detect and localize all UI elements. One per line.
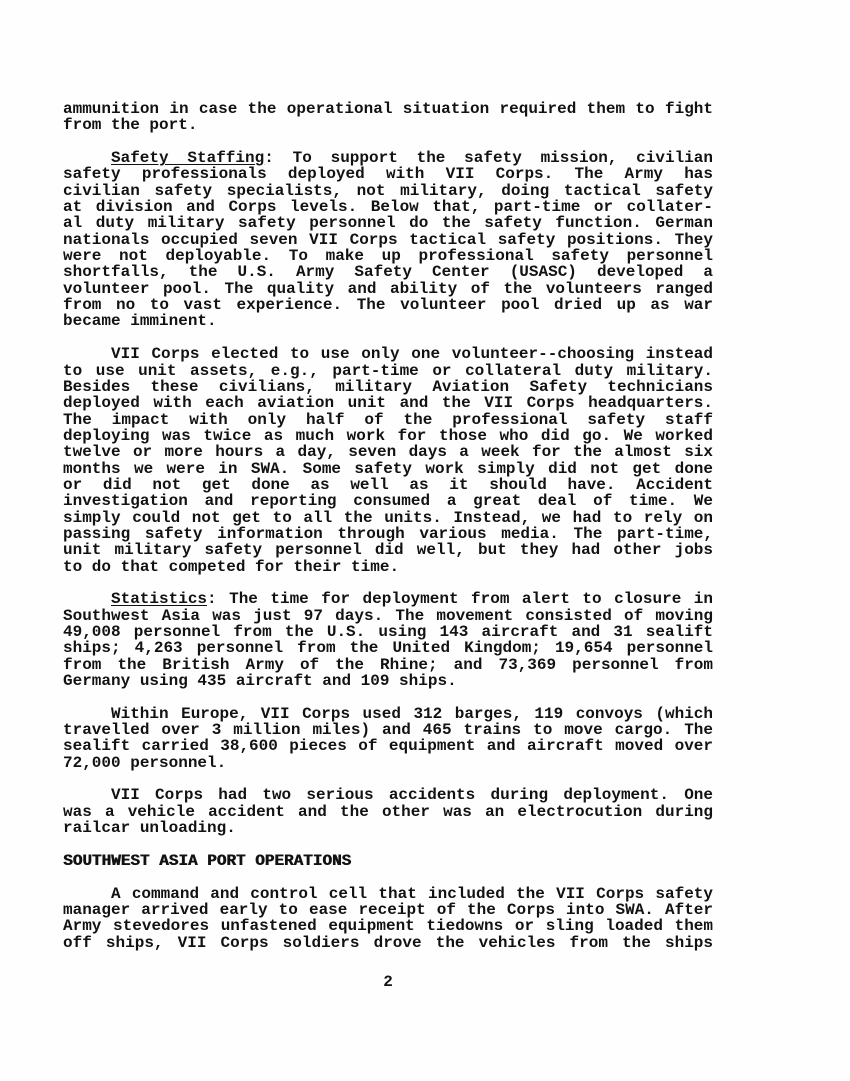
text-line: 72,000 personnel. [63, 753, 227, 772]
text-line: simply could not get to all the units. Instead, we had to rely on [63, 508, 713, 527]
inline-heading-safety-staffing: Safety Staffing [111, 149, 265, 168]
paragraph-statistics [63, 591, 713, 689]
text-line: passing safety information through various media. The part-time, [63, 524, 713, 543]
text-run: A command and control cell that included the VII Corps safety [111, 884, 713, 903]
text-line: from the port. [63, 116, 198, 135]
text-line: Southwest Asia was just 97 days. The movement consisted of moving [63, 606, 713, 625]
text-line: ammunition in case the operational situation required them to fight [63, 100, 713, 118]
text-line: safety professionals deployed with VII Corps. The Army has [63, 165, 713, 184]
text-run: : The time for deployment from alert to closure in [207, 590, 713, 609]
paragraph-accidents [63, 787, 713, 836]
inline-heading-statistics: Statistics [111, 590, 208, 609]
paragraph-europe-transport [63, 706, 713, 771]
text-run: Within Europe, VII Corps used 312 barges, 119 convoys (which [111, 704, 713, 723]
text-line: to do that competed for their time. [63, 557, 400, 576]
text-line: ships; 4,263 personnel from the United Kingdom; 19,654 personnel [63, 639, 713, 658]
text-line: investigation and reporting consumed a great deal of time. We [63, 492, 713, 511]
text-line [63, 787, 713, 803]
text-line: was a vehicle accident and the other was an electrocution during [63, 802, 713, 821]
text-line: from no to vast experience. The volunteer pool dried up as war [63, 296, 713, 315]
text-line: months we were in SWA. Some safety work simply did not get done [63, 459, 713, 478]
text-line: 49,008 personnel from the U.S. using 143 aircraft and 31 sealift [63, 623, 713, 641]
text-line: deployed with each aviation unit and the VII Corps headquarters. [63, 394, 713, 413]
text-line: civilian safety specialists, not military, doing tactical safety [63, 181, 713, 200]
paragraph-volunteer [63, 346, 713, 575]
text-line [63, 591, 713, 607]
text-line: Germany using 435 aircraft and 109 ships. [63, 672, 457, 691]
text-line: nationals occupied seven VII Corps tactical safety positions. They [63, 230, 713, 249]
text-column [63, 101, 713, 990]
text-line: to use unit assets, e.g., part-time or collateral duty military. [63, 361, 713, 380]
text-line: were not deployable. To make up professional safety personnel [63, 247, 713, 266]
text-line: railcar unloading. [63, 819, 236, 838]
section-heading: SOUTHWEST ASIA PORT OPERATIONS [63, 851, 352, 870]
text-line: became imminent. [63, 312, 217, 331]
text-line [63, 150, 713, 166]
text-line: volunteer pool. The quality and ability of the volunteers ranged [63, 279, 713, 298]
text-line: The impact with only half of the professional safety staff [63, 410, 713, 429]
text-line: al duty military safety personnel do the safety function. German [63, 214, 713, 233]
text-line: deploying was twice as much work for those who did go. We worked [63, 426, 713, 445]
text-line: travelled over 3 million miles) and 465 trains to move cargo. The [63, 721, 713, 740]
text-line [63, 346, 713, 362]
text-run: : To support the safety mission, civilian [264, 149, 713, 168]
text-line: shortfalls, the U.S. Army Safety Center (USASC) developed a [63, 263, 713, 282]
page-number: 2 [383, 972, 393, 991]
text-line: at division and Corps levels. Below that, part-time or collater- [63, 198, 713, 217]
text-line [63, 886, 713, 902]
text-line: Besides these civilians, military Aviation Safety technicians [63, 377, 713, 396]
text-line: from the British Army of the Rhine; and 73,369 personnel from [63, 655, 713, 674]
text-run: VII Corps elected to use only one volunteer--choosing instead [111, 345, 713, 364]
paragraph-safety-staffing [63, 150, 713, 330]
text-line: manager arrived early to ease receipt of the Corps into SWA. After [63, 900, 713, 919]
text-line [63, 706, 713, 722]
paragraph-continuation [63, 101, 713, 134]
text-line: twelve or more hours a day, seven days a week for the almost six [63, 443, 713, 462]
paragraph-port-operations [63, 886, 713, 951]
text-line: unit military safety personnel did well, but they had other jobs [63, 541, 713, 560]
text-run: VII Corps had two serious accidents during deployment. One [111, 786, 713, 805]
text-line: off ships, VII Corps soldiers drove the vehicles from the ships [63, 933, 713, 952]
text-line: sealift carried 38,600 pieces of equipment and aircraft moved over [63, 737, 713, 756]
text-line: or did not get done as well as it should have. Accident [63, 475, 713, 494]
text-line: Army stevedores unfastened equipment tiedowns or sling loaded them [63, 917, 713, 936]
